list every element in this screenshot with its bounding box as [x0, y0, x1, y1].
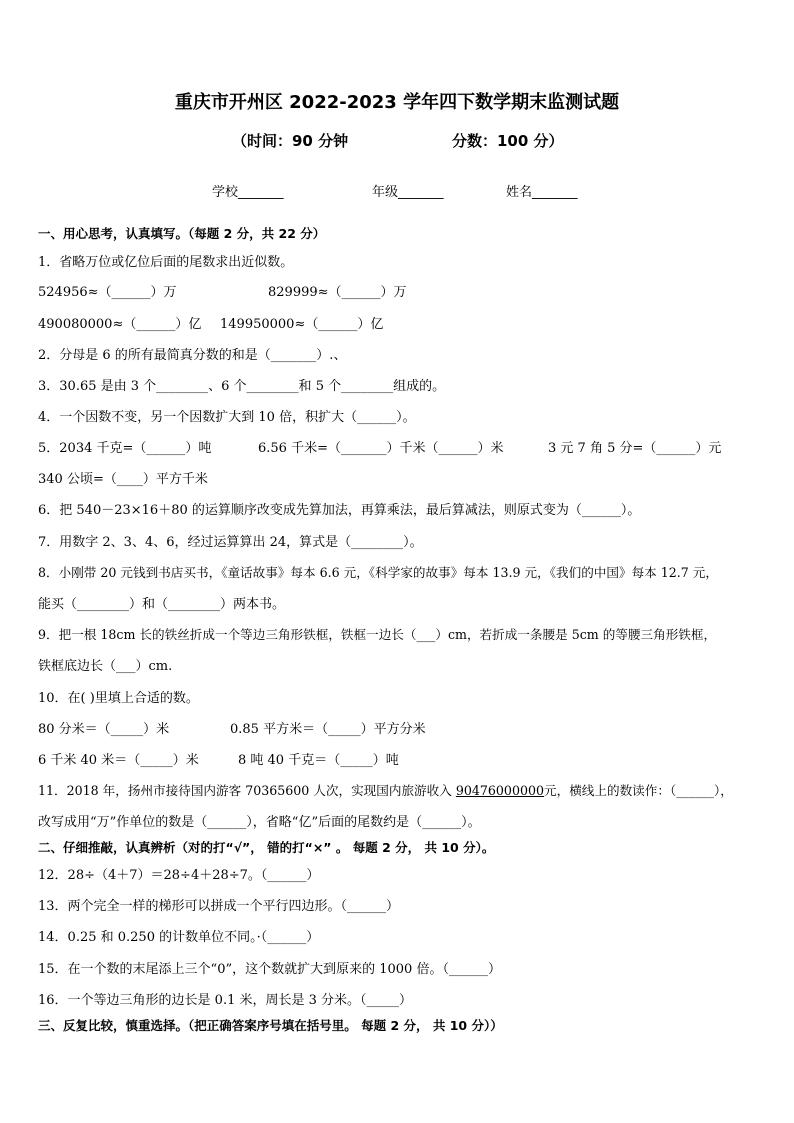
question-6: 6．把 540－23×16＋80 的运算顺序改变成先算加法，再算乘法，最后算减法，则原式变为（______）。: [38, 503, 641, 518]
name-field: 姓名_______: [506, 185, 578, 200]
section-2-heading: 二、仔细推敲，认真辨析（对的打“√”， 错的打“×” 。 每题 2 分， 共 10 分）。: [38, 840, 495, 855]
question-1b: 829999≈（______）万: [268, 285, 407, 300]
question-10c: 6 千米 40 米＝（_____）米: [38, 753, 199, 768]
question-8b: 能买（________）和（________）两本书。: [38, 597, 286, 612]
question-11b: 改写成用“万”作单位的数是（______），省略“亿”后面的尾数约是（______）。: [38, 815, 481, 830]
question-10d: 8 吨 40 千克＝（_____）吨: [238, 753, 399, 768]
question-7: 7．用数字 2、3、4、6，经过运算算出 24，算式是（________）。: [38, 535, 423, 550]
grade-field: 年级_______: [372, 185, 444, 200]
question-3: 3．30.65 是由 3 个________、6 个________和 5 个________组成的。: [38, 379, 446, 394]
question-1a: 524956≈（______）万: [38, 285, 177, 300]
question-10: 10．在( )里填上合适的数。: [38, 691, 199, 706]
exam-time: （时间：90 分钟: [232, 132, 349, 150]
question-5b: 6.56 千米=（_______）千米（______）米: [258, 441, 504, 456]
question-11a: [38, 780, 733, 799]
question-13: 13．两个完全一样的梯形可以拼成一个平行四边形。（______）: [38, 899, 400, 914]
exam-title: 重庆市开州区 2022-2023 学年四下数学期末监测试题: [174, 92, 620, 113]
question-10a: 80 分米＝（_____）米: [38, 722, 170, 737]
question-15: 15．在一个数的末尾添上三个“0”，这个数就扩大到原来的 1000 倍。（______）: [38, 962, 501, 977]
question-4: 4．一个因数不变，另一个因数扩大到 10 倍，积扩大（______）。: [38, 410, 416, 425]
question-5c: 3 元 7 角 5 分=（______）元: [548, 441, 722, 456]
question-8a: 8．小刚带 20 元钱到书店买书，《童话故事》每本 6.6 元，《科学家的故事》每本 13.9 元，《我们的中国》每本 12.7 元，: [38, 565, 718, 580]
question-14: 14．0.25 和 0.250 的计数单位不同。·（______）: [38, 930, 320, 945]
question-12: 12．28÷（4＋7）＝28÷4＋28÷7。（______）: [38, 868, 320, 883]
exam-score: 分数：100 分）: [452, 132, 564, 150]
school-field: 学校_______: [212, 185, 284, 200]
section-3-heading: 三、反复比较，慎重选择。（把正确答案序号填在括号里。 每题 2 分， 共 10 分））: [38, 1018, 503, 1033]
question-11a-text-1: 11．2018 年，扬州市接待国内游客 70365600 人次，实现国内旅游收入: [38, 783, 456, 798]
question-1d: 149950000≈（______）亿: [220, 317, 384, 332]
section-1-heading: 一、用心思考，认真填写。（每题 2 分，共 22 分）: [38, 226, 326, 241]
question-2: 2．分母是 6 的所有最简真分数的和是（_______）.、: [38, 348, 347, 363]
question-16: 16．一个等边三角形的边长是 0.1 米，周长是 3 分米。（_____）: [38, 993, 413, 1008]
question-5d: 340 公顷=（____）平方千米: [38, 472, 208, 487]
question-1c: 490080000≈（______）亿: [38, 317, 202, 332]
question-1: 1．省略万位或亿位后面的尾数求出近似数。: [38, 255, 294, 270]
question-11a-underlined-number: 90476000000: [455, 783, 544, 798]
question-5a: 5．2034 千克=（______）吨: [38, 441, 212, 456]
question-11a-text-2: 元，横线上的数读作：（______），: [544, 783, 733, 798]
question-9a: 9．把一根 18cm 长的铁丝折成一个等边三角形铁框，铁框一边长（___）cm，若折成一条腰是 5cm 的等腰三角形铁框，: [38, 627, 717, 642]
question-10b: 0.85 平方米＝（_____）平方分米: [230, 722, 426, 737]
question-9b: 铁框底边长（___）cm.: [38, 659, 173, 674]
